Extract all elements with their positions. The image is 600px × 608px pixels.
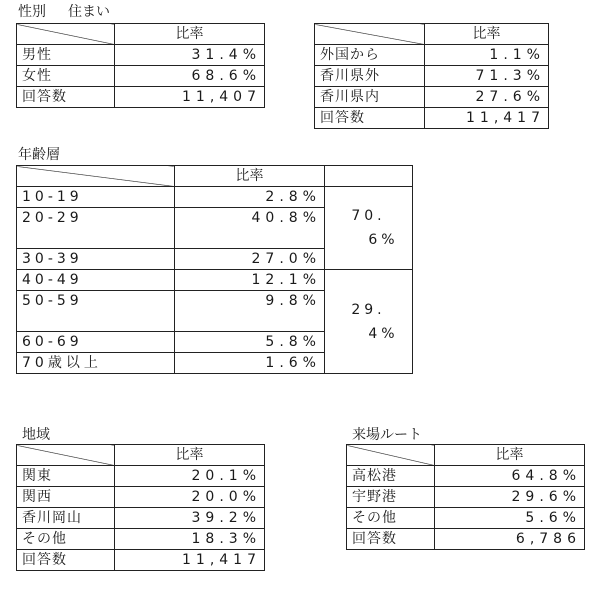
row-value: 11,417 xyxy=(425,108,549,129)
ratio-header: 比率 xyxy=(435,445,585,466)
row-value: 71.3% xyxy=(425,66,549,87)
table-header-row xyxy=(17,445,265,466)
group-header-empty xyxy=(325,166,413,187)
row-value: 68.6% xyxy=(115,66,265,87)
row-label: 高松港 xyxy=(347,466,435,487)
diagonal-corner-cell xyxy=(315,24,425,45)
table-row xyxy=(347,508,585,529)
diagonal-corner-cell xyxy=(17,24,115,45)
row-value: 29.6% xyxy=(435,487,585,508)
diagonal-corner-cell xyxy=(17,166,175,187)
route-title: 来場ルート xyxy=(352,427,422,443)
table-row xyxy=(347,466,585,487)
row-label: 関東 xyxy=(17,466,115,487)
row-label: 50-59 xyxy=(17,291,175,332)
row-label: その他 xyxy=(17,529,115,550)
row-label: 外国から xyxy=(315,45,425,66)
gender-title: 性別 xyxy=(18,4,46,20)
row-value: 11,407 xyxy=(115,87,265,108)
table-row xyxy=(17,66,265,87)
table-row xyxy=(315,108,549,129)
table-row xyxy=(315,87,549,108)
row-label: 40-49 xyxy=(17,270,175,291)
row-value: 27.0% xyxy=(175,249,325,270)
row-label: 香川県内 xyxy=(315,87,425,108)
table-header-row xyxy=(17,166,413,187)
row-value: 6,786 xyxy=(435,529,585,550)
row-value: 9.8% xyxy=(175,291,325,332)
table-row xyxy=(17,187,413,208)
row-label: 60-69 xyxy=(17,332,175,353)
table-header-row xyxy=(347,445,585,466)
row-value: 5.8% xyxy=(175,332,325,353)
table-row xyxy=(17,45,265,66)
age-table xyxy=(16,165,413,374)
row-value: 1.1% xyxy=(425,45,549,66)
ratio-header: 比率 xyxy=(425,24,549,45)
ratio-header: 比率 xyxy=(115,24,265,45)
row-label: 20-29 xyxy=(17,208,175,249)
table-row xyxy=(315,66,549,87)
table-header-row xyxy=(315,24,549,45)
table-row xyxy=(17,550,265,571)
row-value: 18.3% xyxy=(115,529,265,550)
table-row xyxy=(347,487,585,508)
row-label: その他 xyxy=(347,508,435,529)
table-row xyxy=(315,45,549,66)
row-value: 40.8% xyxy=(175,208,325,249)
row-label: 10-19 xyxy=(17,187,175,208)
row-label: 香川岡山 xyxy=(17,508,115,529)
region-title: 地域 xyxy=(22,427,50,443)
row-value: 2.8% xyxy=(175,187,325,208)
group-subtotal-line2: 6% xyxy=(368,232,399,248)
row-label: 宇野港 xyxy=(347,487,435,508)
row-value: 39.2% xyxy=(115,508,265,529)
row-value: 1.6% xyxy=(175,353,325,374)
region-table xyxy=(16,444,265,571)
row-label: 女性 xyxy=(17,66,115,87)
group-subtotal-older xyxy=(325,270,413,374)
ratio-header: 比率 xyxy=(115,445,265,466)
table-row xyxy=(17,466,265,487)
row-label: 回答数 xyxy=(17,550,115,571)
row-label: 70歳以上 xyxy=(17,353,175,374)
table-row xyxy=(17,529,265,550)
row-label: 回答数 xyxy=(17,87,115,108)
group-subtotal-line1: 29. xyxy=(351,301,386,318)
row-value: 20.0% xyxy=(115,487,265,508)
row-label: 関西 xyxy=(17,487,115,508)
table-row xyxy=(17,508,265,529)
group-subtotal-line2: 4% xyxy=(368,325,399,342)
table-row xyxy=(17,487,265,508)
row-label: 男性 xyxy=(17,45,115,66)
row-label: 回答数 xyxy=(315,108,425,129)
row-value: 27.6% xyxy=(425,87,549,108)
gender-table xyxy=(16,23,265,108)
diagonal-corner-cell xyxy=(17,445,115,466)
row-label: 30-39 xyxy=(17,249,175,270)
table-row xyxy=(17,270,413,291)
row-value: 12.1% xyxy=(175,270,325,291)
diagonal-corner-cell xyxy=(347,445,435,466)
group-subtotal-young xyxy=(325,187,413,270)
row-value: 31.4% xyxy=(115,45,265,66)
row-value: 5.6% xyxy=(435,508,585,529)
route-table xyxy=(346,444,585,550)
residence-table xyxy=(314,23,549,129)
table-row xyxy=(17,87,265,108)
table-row xyxy=(347,529,585,550)
group-subtotal-line1: 70. xyxy=(351,208,386,224)
ratio-header: 比率 xyxy=(175,166,325,187)
row-value: 11,417 xyxy=(115,550,265,571)
age-title: 年齢層 xyxy=(18,147,60,163)
row-value: 20.1% xyxy=(115,466,265,487)
row-value: 64.8% xyxy=(435,466,585,487)
table-header-row xyxy=(17,24,265,45)
residence-title: 住まい xyxy=(68,4,110,20)
row-label: 香川県外 xyxy=(315,66,425,87)
row-label: 回答数 xyxy=(347,529,435,550)
